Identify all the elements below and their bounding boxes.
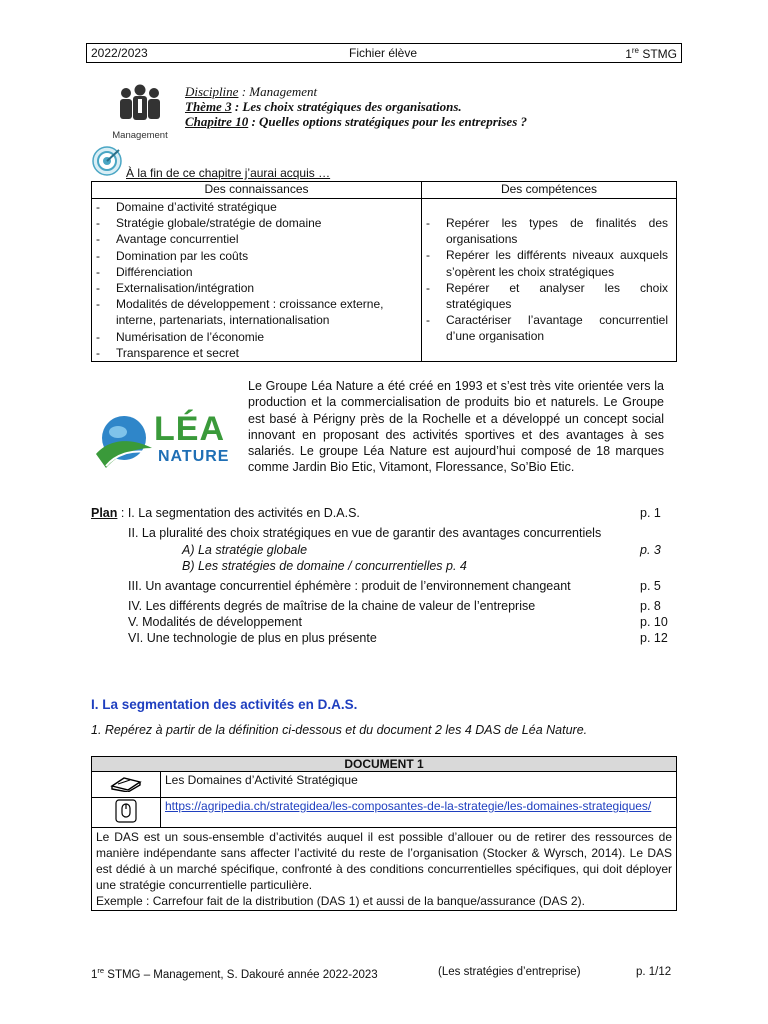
plan-label: Plan xyxy=(91,506,118,520)
document-title: DOCUMENT 1 xyxy=(92,757,677,772)
team-icon xyxy=(108,84,172,128)
book-icon xyxy=(110,774,142,792)
plan-item-2: II. La pluralité des choix stratégiques en vue de garantir des avantages concurrentiels xyxy=(128,526,602,540)
footer-middle: (Les stratégies d’entreprise) xyxy=(438,966,581,978)
plan-item-2b: B) Les stratégies de domaine / concurrentielles p. 4 xyxy=(182,559,467,573)
plan-page-4: p. 8 xyxy=(640,599,661,613)
knowledge-header: Des connaissances xyxy=(92,182,422,199)
theme-label: Thème 3 xyxy=(185,99,232,114)
chapter-label: Chapitre 10 xyxy=(185,114,249,129)
document-body xyxy=(92,828,677,911)
chapter-value: : Quelles options stratégiques pour les entreprises ? xyxy=(248,114,528,129)
list-item: - Différenciation xyxy=(92,264,421,280)
list-item: - Repérer et analyser les choix stratégiques xyxy=(422,280,668,312)
skills-cell xyxy=(422,199,677,362)
objectives-table xyxy=(91,181,677,362)
plan-page-5: p. 10 xyxy=(640,615,668,629)
lea-description: Le Groupe Léa Nature a été créé en 1993 et s’est très vite orientée vers la production et la commercialisation de produits bio et naturels. Le Groupe est basé à Périgny près de la Rochelle et a développé un concept social innovant en proposant des activités sportives et des avantages à ses salariés. Le groupe Léa Nature est aujourd’hui composé de 18 marques comme Jardin Bio Etic, Vitamont, Floressance, So’Bio Etic. xyxy=(248,379,664,475)
plan-item-4: IV. Les différents degrés de maîtrise de la chaine de valeur de l’entreprise xyxy=(128,599,536,613)
document-link[interactable]: https://agripedia.ch/strategidea/les-composantes-de-la-strategie/les-domaines-strategiques/ xyxy=(165,799,652,813)
footer-left: 1re STMG – Management, S. Dakouré année 2022-2023 xyxy=(91,966,378,981)
document-subject: Les Domaines d’Activité Stratégique xyxy=(161,772,677,798)
mouse-icon-cell xyxy=(92,798,161,828)
list-item: - Modalités de développement : croissance externe, interne, partenariats, internationalisation xyxy=(92,296,421,328)
discipline-label: Discipline xyxy=(185,84,239,99)
plan-page-1: p. 1 xyxy=(640,506,661,520)
list-item: - Domaine d’activité stratégique xyxy=(92,199,421,215)
header-bar xyxy=(86,43,682,63)
document-1-table xyxy=(91,756,677,911)
lea-nature-logo xyxy=(92,408,242,474)
globe-leaf-icon xyxy=(92,408,158,474)
list-item: - Repérer les différents niveaux auxquels s’opèrent les choix stratégiques xyxy=(422,247,668,279)
mouse-icon xyxy=(115,799,137,823)
section-question: 1. Repérez à partir de la définition ci-dessous et du document 2 les 4 DAS de Léa Nature. xyxy=(91,723,588,737)
knowledge-cell xyxy=(92,199,422,362)
plan-page-2a: p. 3 xyxy=(640,543,661,557)
plan-item-3: III. Un avantage concurrentiel éphémère : produit de l’environnement changeant xyxy=(128,579,571,593)
header-title: Fichier élève xyxy=(349,46,418,60)
target-icon xyxy=(92,146,122,179)
list-item: - Externalisation/intégration xyxy=(92,280,421,296)
skills-list xyxy=(422,215,668,345)
document-body-text: Le DAS est un sous-ensemble d’activités auquel il est possible d’allouer ou de retirer des ressources de manière indépendante sans affecter l’activité du reste de l’organisation (Stocker & Wyrsch, 2014). Le DAS est dédié à un marché spécifique, confronté à des conditions concurrentielles spécifiques, qui doit déployer une stratégie concurrentielle particulière. xyxy=(96,830,672,892)
header-year: 2022/2023 xyxy=(91,46,148,60)
logo-label: Management xyxy=(112,130,168,141)
plan-page-3: p. 5 xyxy=(640,579,661,593)
plan-item-5: V. Modalités de développement xyxy=(128,615,302,629)
list-item: - Stratégie globale/stratégie de domaine xyxy=(92,215,421,231)
document-example: Exemple : Carrefour fait de la distribution (DAS 1) et aussi de la banque/assurance (DAS 2). xyxy=(96,894,585,908)
discipline-block xyxy=(185,84,527,129)
plan-item-6: VI. Une technologie de plus en plus présente xyxy=(128,631,377,645)
knowledge-list xyxy=(92,199,421,361)
management-logo xyxy=(108,84,172,140)
list-item: - Numérisation de l’économie xyxy=(92,329,421,345)
plan-item-1: Plan : I. La segmentation des activités en D.A.S. xyxy=(91,506,360,520)
discipline-value: : Management xyxy=(238,84,318,99)
list-item: - Repérer les types de finalités des organisations xyxy=(422,215,668,247)
header-class: 1re STMG xyxy=(625,46,677,61)
list-item: - Transparence et secret xyxy=(92,345,421,361)
list-item: - Caractériser l’avantage concurrentiel d’une organisation xyxy=(422,312,668,344)
section-title: I. La segmentation des activités en D.A.S. xyxy=(91,697,358,712)
list-item: - Domination par les coûts xyxy=(92,248,421,264)
footer-page: p. 1/12 xyxy=(636,966,672,978)
list-item: - Avantage concurrentiel xyxy=(92,231,421,247)
objectives-intro: À la fin de ce chapitre j’aurai acquis … xyxy=(126,166,331,180)
lea-logo-bottom: NATURE xyxy=(158,448,230,465)
lea-logo-top: LÉA xyxy=(154,410,225,448)
theme-value: : Les choix stratégiques des organisations. xyxy=(231,99,462,114)
document-link-cell xyxy=(161,798,677,828)
skills-header: Des compétences xyxy=(422,182,677,199)
book-icon-cell xyxy=(92,772,161,798)
plan-page-6: p. 12 xyxy=(640,631,668,645)
plan-item-2a: A) La stratégie globale xyxy=(182,543,308,557)
